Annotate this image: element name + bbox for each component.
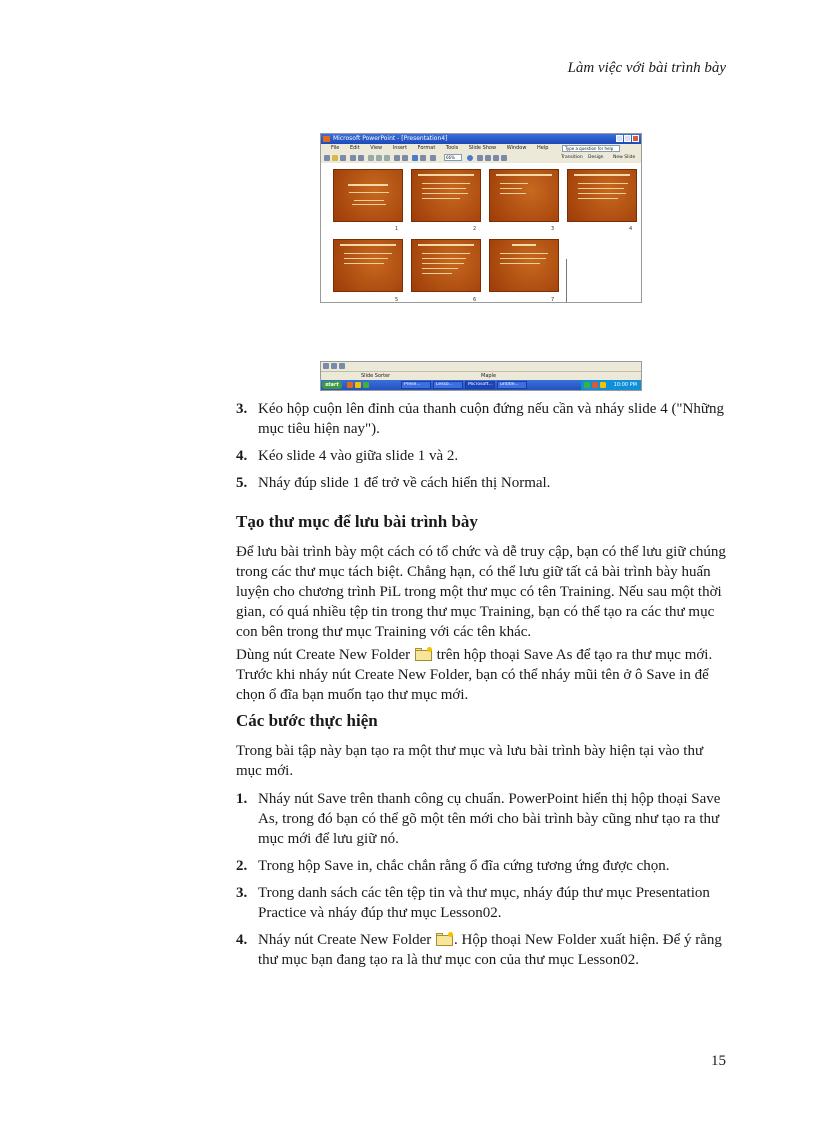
- status-design-label: Maple: [481, 373, 497, 379]
- step-number: 2.: [236, 858, 248, 874]
- slideshow-view-icon[interactable]: [339, 363, 345, 369]
- menu-format[interactable]: Format: [417, 145, 436, 151]
- powerpoint-logo-icon: [323, 136, 330, 142]
- tray-icon[interactable]: [584, 382, 590, 388]
- taskbar-button[interactable]: Lesso...: [433, 381, 463, 389]
- step-text: Trong danh sách các tên tệp tin và thư mục, nháy đúp thư mục Presentation Practice và nháy đúp thư mục Lesson02.: [258, 885, 710, 921]
- slide-number: 5: [395, 297, 399, 303]
- menu-insert[interactable]: Insert: [392, 145, 408, 151]
- page-number: 15: [711, 1053, 726, 1069]
- new-folder-icon: [436, 932, 453, 946]
- paragraph: [236, 645, 728, 705]
- zoom-select[interactable]: 66%: [444, 154, 462, 161]
- table-icon[interactable]: [420, 155, 426, 161]
- menu-edit[interactable]: Edit: [349, 145, 360, 151]
- paragraph-text: trên hộp thoại Save As để tạo ra thư mục mới. Trước khi nháy nút Create New Folder, bạn có thể nháy mũi tên ở ô Save in để chọn ổ đĩa bạn muốn tạo thư mục mới.: [236, 647, 713, 703]
- slide-number: 7: [551, 297, 555, 303]
- step-text: Nháy nút Save trên thanh công cụ chuẩn. PowerPoint hiển thị hộp thoại Save As, trong đó bạn có thể gõ một tên mới cho bài trình bày cũng như tạo ra thư mục mới để lưu giữ nó.: [258, 791, 721, 847]
- redo-icon[interactable]: [402, 155, 408, 161]
- slide-thumbnail[interactable]: [411, 169, 481, 222]
- tray-icon[interactable]: [600, 382, 606, 388]
- slide-sorter-area: [321, 163, 641, 302]
- list-item: [236, 789, 726, 849]
- new-icon[interactable]: [324, 155, 330, 161]
- sorter-view-icon[interactable]: [331, 363, 337, 369]
- slide-thumbnail[interactable]: [333, 239, 403, 292]
- insertion-marker: [566, 259, 567, 303]
- cut-icon[interactable]: [368, 155, 374, 161]
- open-icon[interactable]: [332, 155, 338, 161]
- new-slide-button[interactable]: New Slide: [613, 155, 636, 160]
- paste-icon[interactable]: [384, 155, 390, 161]
- section-heading: Các bước thực hiện: [236, 711, 378, 730]
- new-folder-icon: [415, 647, 432, 661]
- slide-number: 2: [473, 226, 477, 232]
- transition-button[interactable]: Transition: [561, 155, 583, 160]
- list-item: [236, 446, 726, 466]
- minimize-icon[interactable]: [616, 135, 623, 142]
- powerpoint-screenshot: [320, 133, 642, 303]
- step-number: 4.: [236, 448, 248, 464]
- rehearse-icon[interactable]: [501, 155, 507, 161]
- hide-slide-icon[interactable]: [493, 155, 499, 161]
- save-icon[interactable]: [340, 155, 346, 161]
- slide-thumbnail[interactable]: [489, 239, 559, 292]
- title-bar-text: Microsoft PowerPoint - [Presentation4]: [333, 135, 448, 142]
- slide-number: 6: [473, 297, 477, 303]
- title-bar: [321, 134, 641, 144]
- quicklaunch-icon[interactable]: [363, 382, 369, 388]
- menu-slide-show[interactable]: Slide Show: [468, 145, 497, 151]
- close-icon[interactable]: [632, 135, 639, 142]
- steps-list-top: [236, 399, 726, 500]
- step-text: Kéo hộp cuộn lên đỉnh của thanh cuộn đứng nếu cần và nháy slide 4 ("Những mục tiêu hiện nay").: [258, 401, 725, 437]
- tray-icon[interactable]: [592, 382, 598, 388]
- step-text: Nháy đúp slide 1 để trở về cách hiển thị Normal.: [258, 475, 551, 491]
- menu-window[interactable]: Window: [506, 145, 527, 151]
- menu-view[interactable]: View: [370, 145, 383, 151]
- slide-number: 1: [395, 226, 399, 232]
- steps-list: [236, 789, 726, 977]
- slide-thumbnail[interactable]: [411, 239, 481, 292]
- list-item: [236, 473, 726, 493]
- list-item: [236, 399, 726, 439]
- menu-tools[interactable]: Tools: [445, 145, 459, 151]
- preview-icon[interactable]: [358, 155, 364, 161]
- start-button[interactable]: start: [322, 381, 342, 389]
- taskbar-screenshot: [320, 361, 642, 391]
- normal-view-icon[interactable]: [323, 363, 329, 369]
- step-number: 1.: [236, 791, 248, 807]
- view-buttons-bar: [321, 362, 641, 371]
- quicklaunch-icon[interactable]: [347, 382, 353, 388]
- help-icon[interactable]: [467, 155, 473, 161]
- quicklaunch-icon[interactable]: [355, 382, 361, 388]
- paragraph-text: Dùng nút Create New Folder: [236, 647, 411, 663]
- paragraph: Trong bài tập này bạn tạo ra một thư mục và lưu bài trình bày hiện tại vào thư mục mới.: [236, 743, 704, 779]
- step-number: 5.: [236, 475, 248, 491]
- design-button[interactable]: Design: [588, 155, 604, 160]
- header-title: Làm việc với bài trình bày: [567, 60, 726, 76]
- step-text: . Hộp thoại New Folder xuất hiện. Để ý rằng thư mục bạn đang tạo ra là thư mục con của thư mục Lesson02.: [258, 932, 722, 968]
- step-text: Trong hộp Save in, chắc chắn rằng ổ đĩa cứng tương ứng được chọn.: [258, 858, 670, 874]
- list-item: [236, 883, 726, 923]
- print-icon[interactable]: [350, 155, 356, 161]
- status-view-label: Slide Sorter: [361, 373, 391, 379]
- paragraph: Để lưu bài trình bày một cách có tổ chức và dễ truy cập, bạn có thể lưu giữ chúng trong các thư mục tách biệt. Chẳng hạn, có thể lưu giữ tất cả bài trình bày huấn luyện cho chương trình PiL trong một thư mục có tên Training. Nếu sau một thời gian, có quá nhiều tệp tin trong thư mục Training, bạn có thể tạo ra các thư mục con bên trong thư mục Training với các tên khác.: [236, 544, 726, 640]
- copy-icon[interactable]: [376, 155, 382, 161]
- step-number: 4.: [236, 932, 248, 948]
- slide-thumbnail[interactable]: [489, 169, 559, 222]
- list-item: [236, 856, 726, 876]
- windows-taskbar: [321, 380, 641, 390]
- undo-icon[interactable]: [394, 155, 400, 161]
- taskbar-button[interactable]: untitle...: [497, 381, 527, 389]
- help-search-input[interactable]: Type a question for help: [562, 145, 620, 152]
- step-number: 3.: [236, 401, 248, 417]
- maximize-icon[interactable]: [624, 135, 631, 142]
- section-heading: Tạo thư mục để lưu bài trình bày: [236, 512, 478, 531]
- step-text: Nháy nút Create New Folder: [258, 932, 432, 948]
- menu-help[interactable]: Help: [537, 145, 549, 151]
- list-item: [236, 930, 726, 970]
- speaker-notes-icon[interactable]: [485, 155, 491, 161]
- taskbar-button[interactable]: Prese...: [401, 381, 431, 389]
- slide-thumbnail[interactable]: [567, 169, 637, 222]
- step-number: 3.: [236, 885, 248, 901]
- show-formatting-icon[interactable]: [430, 155, 436, 161]
- system-tray: [581, 380, 641, 390]
- taskbar-button[interactable]: Microsoft...: [465, 381, 495, 389]
- taskbar-clock: 10:00 PM: [613, 382, 637, 388]
- menu-bar: [321, 144, 641, 153]
- slide-number: 3: [551, 226, 555, 232]
- slide-thumbnail[interactable]: [333, 169, 403, 222]
- summary-slide-icon[interactable]: [477, 155, 483, 161]
- menu-file[interactable]: File: [331, 145, 340, 151]
- step-text: Kéo slide 4 vào giữa slide 1 và 2.: [258, 448, 459, 464]
- chart-icon[interactable]: [412, 155, 418, 161]
- slide-number: 4: [629, 226, 633, 232]
